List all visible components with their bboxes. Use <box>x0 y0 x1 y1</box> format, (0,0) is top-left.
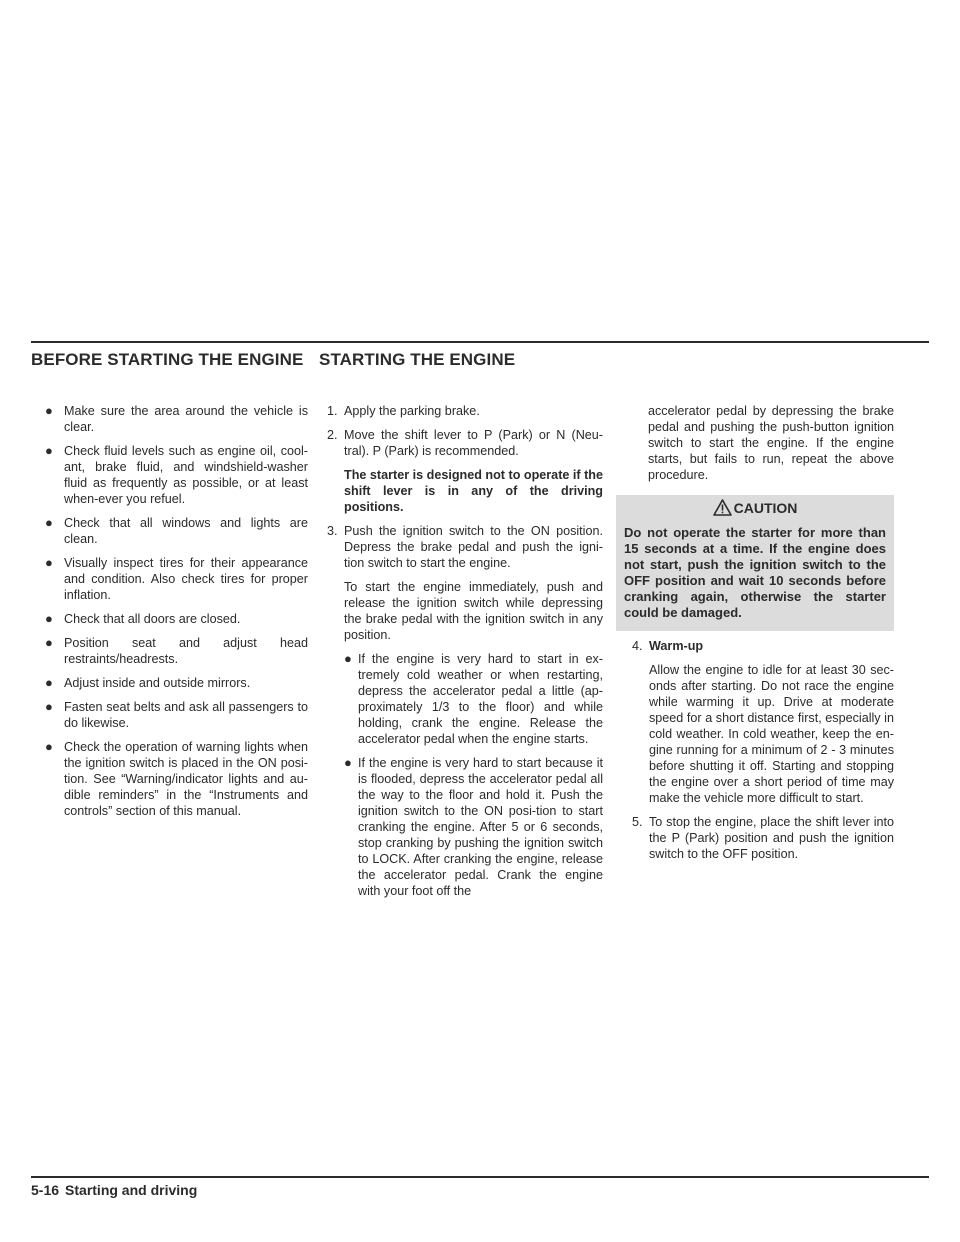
list-item <box>45 555 308 603</box>
list-item-text: Make sure the area around the vehicle is clear. <box>64 404 308 434</box>
step-number: 1. <box>327 404 338 418</box>
step-title: Warm-up <box>649 639 704 653</box>
bullet-icon: ● <box>45 611 53 626</box>
list-item-text: Check fluid levels such as engine oil, cool-ant, brake fluid, and windshield-washer fluid as frequently as possible, or at least when-ever you refuel. <box>64 444 308 506</box>
bullet-icon: ● <box>45 675 53 690</box>
step-paragraph: To start the engine immediately, push and release the ignition switch while depressing the brake pedal with the ignition switch in any position. <box>344 580 603 642</box>
step-number: 4. <box>632 639 643 653</box>
step-note: The starter is designed not to operate if the shift lever is in any of the driving positions. <box>344 468 603 514</box>
list-item-text: Fasten seat belts and ask all passengers to do likewise. <box>64 700 308 730</box>
caution-title: CAUTION <box>733 499 798 516</box>
bullet-icon: ● <box>45 403 53 418</box>
warning-triangle-icon <box>713 499 732 516</box>
list-item <box>45 515 308 547</box>
step-number: 3. <box>327 524 338 538</box>
bullet-icon: ● <box>45 739 53 754</box>
sub-list <box>344 651 603 899</box>
column-starting-steps <box>327 403 603 907</box>
caution-text: Do not operate the starter for more than 15 seconds at a time. If the engine does not start, push the ignition switch to the OFF position and wait 10 seconds before cranking again, otherwise the starter could be damaged. <box>624 525 886 620</box>
sub-list-text: If the engine is very hard to start in ex-tremely cold weather or when restarting, depress the accelerator pedal a little (ap-proximately 1/3 to the floor) and while holding, crank the engine. Release the accelerator pedal when the engine starts. <box>358 652 603 746</box>
caution-box <box>616 495 894 631</box>
bottom-rule <box>31 1176 929 1178</box>
step-text: To stop the engine, place the shift lever into the P (Park) position and push the ignition switch to the OFF position. <box>649 815 894 861</box>
heading-starting-engine: STARTING THE ENGINE <box>319 350 516 369</box>
bullet-icon: ● <box>45 443 53 458</box>
list-item-text: Position seat and adjust head restraints/headrests. <box>64 636 308 666</box>
bullet-icon: ● <box>344 651 352 666</box>
column-before-starting <box>45 403 308 827</box>
list-item-text: Check that all windows and lights are clean. <box>64 516 308 546</box>
step-text: Push the ignition switch to the ON position. Depress the brake pedal and push the igni-tion switch to start the engine. <box>344 524 603 570</box>
step-text: Move the shift lever to P (Park) or N (Neu-tral). P (Park) is recommended. <box>344 428 603 458</box>
list-item-text: Adjust inside and outside mirrors. <box>64 676 251 690</box>
list-item <box>45 739 308 819</box>
step-number: 2. <box>327 428 338 442</box>
step-item <box>632 814 894 862</box>
bullet-icon: ● <box>344 755 352 770</box>
list-item-text: Check that all doors are closed. <box>64 612 241 626</box>
caution-header <box>624 499 886 525</box>
list-item <box>45 443 308 507</box>
list-item-text: Check the operation of warning lights when the ignition switch is placed in the ON posi-tion. See “Warning/indicator lights and au-dible reminders” in the “Instruments and controls” section of this manual. <box>64 740 308 818</box>
list-item <box>45 635 308 667</box>
list-item <box>45 699 308 731</box>
bullet-icon: ● <box>45 555 53 570</box>
step-item <box>327 403 603 419</box>
continued-text: accelerator pedal by depressing the brake pedal and pushing the push-button ignition switch to start the engine. If the engine starts, but fails to run, repeat the above procedure. <box>648 404 894 482</box>
steps-list-continued <box>616 638 894 862</box>
step-item <box>327 523 603 899</box>
list-item <box>45 675 308 691</box>
bullet-icon: ● <box>45 699 53 714</box>
step-item <box>632 638 894 806</box>
page-footer <box>31 1182 197 1198</box>
step-item <box>327 427 603 515</box>
sub-list-item <box>344 651 603 747</box>
column-starting-continued <box>616 403 894 870</box>
step-number: 5. <box>632 815 643 829</box>
sub-list-item <box>344 755 603 899</box>
bullet-icon: ● <box>45 515 53 530</box>
sub-list-text: If the engine is very hard to start because it is flooded, depress the accelerator pedal all the way to the floor and hold it. Push the ignition switch to the ON posi-tion to start cranking the engine. After 5 or 6 seconds, stop cranking by pushing the ignition switch to LOCK. After cranking the engine, release the accelerator pedal. Crank the engine with your foot off the <box>358 756 603 898</box>
list-item <box>45 611 308 627</box>
steps-list <box>327 403 603 899</box>
step-text: Allow the engine to idle for at least 30 sec-onds after starting. Do not race the engine while warming it up. Drive at moderate speed for a short distance first, especially in cold weather. In cold weather, keep the en-gine running for a minimum of 2 - 3 minutes before shutting it off. Starting and stopping the engine over a short period of time may make the vehicle more difficult to start. <box>649 663 894 805</box>
top-rule <box>31 341 929 343</box>
page-number: 5-16 <box>31 1182 60 1198</box>
step-text: Apply the parking brake. <box>344 404 480 418</box>
checklist <box>45 403 308 819</box>
list-item <box>45 403 308 435</box>
chapter-title: Starting and driving <box>65 1182 198 1198</box>
bullet-icon: ● <box>45 635 53 650</box>
list-item-text: Visually inspect tires for their appearance and condition. Also check tires for proper inflation. <box>64 556 308 602</box>
heading-before-starting: BEFORE STARTING THE ENGINE <box>31 350 304 369</box>
